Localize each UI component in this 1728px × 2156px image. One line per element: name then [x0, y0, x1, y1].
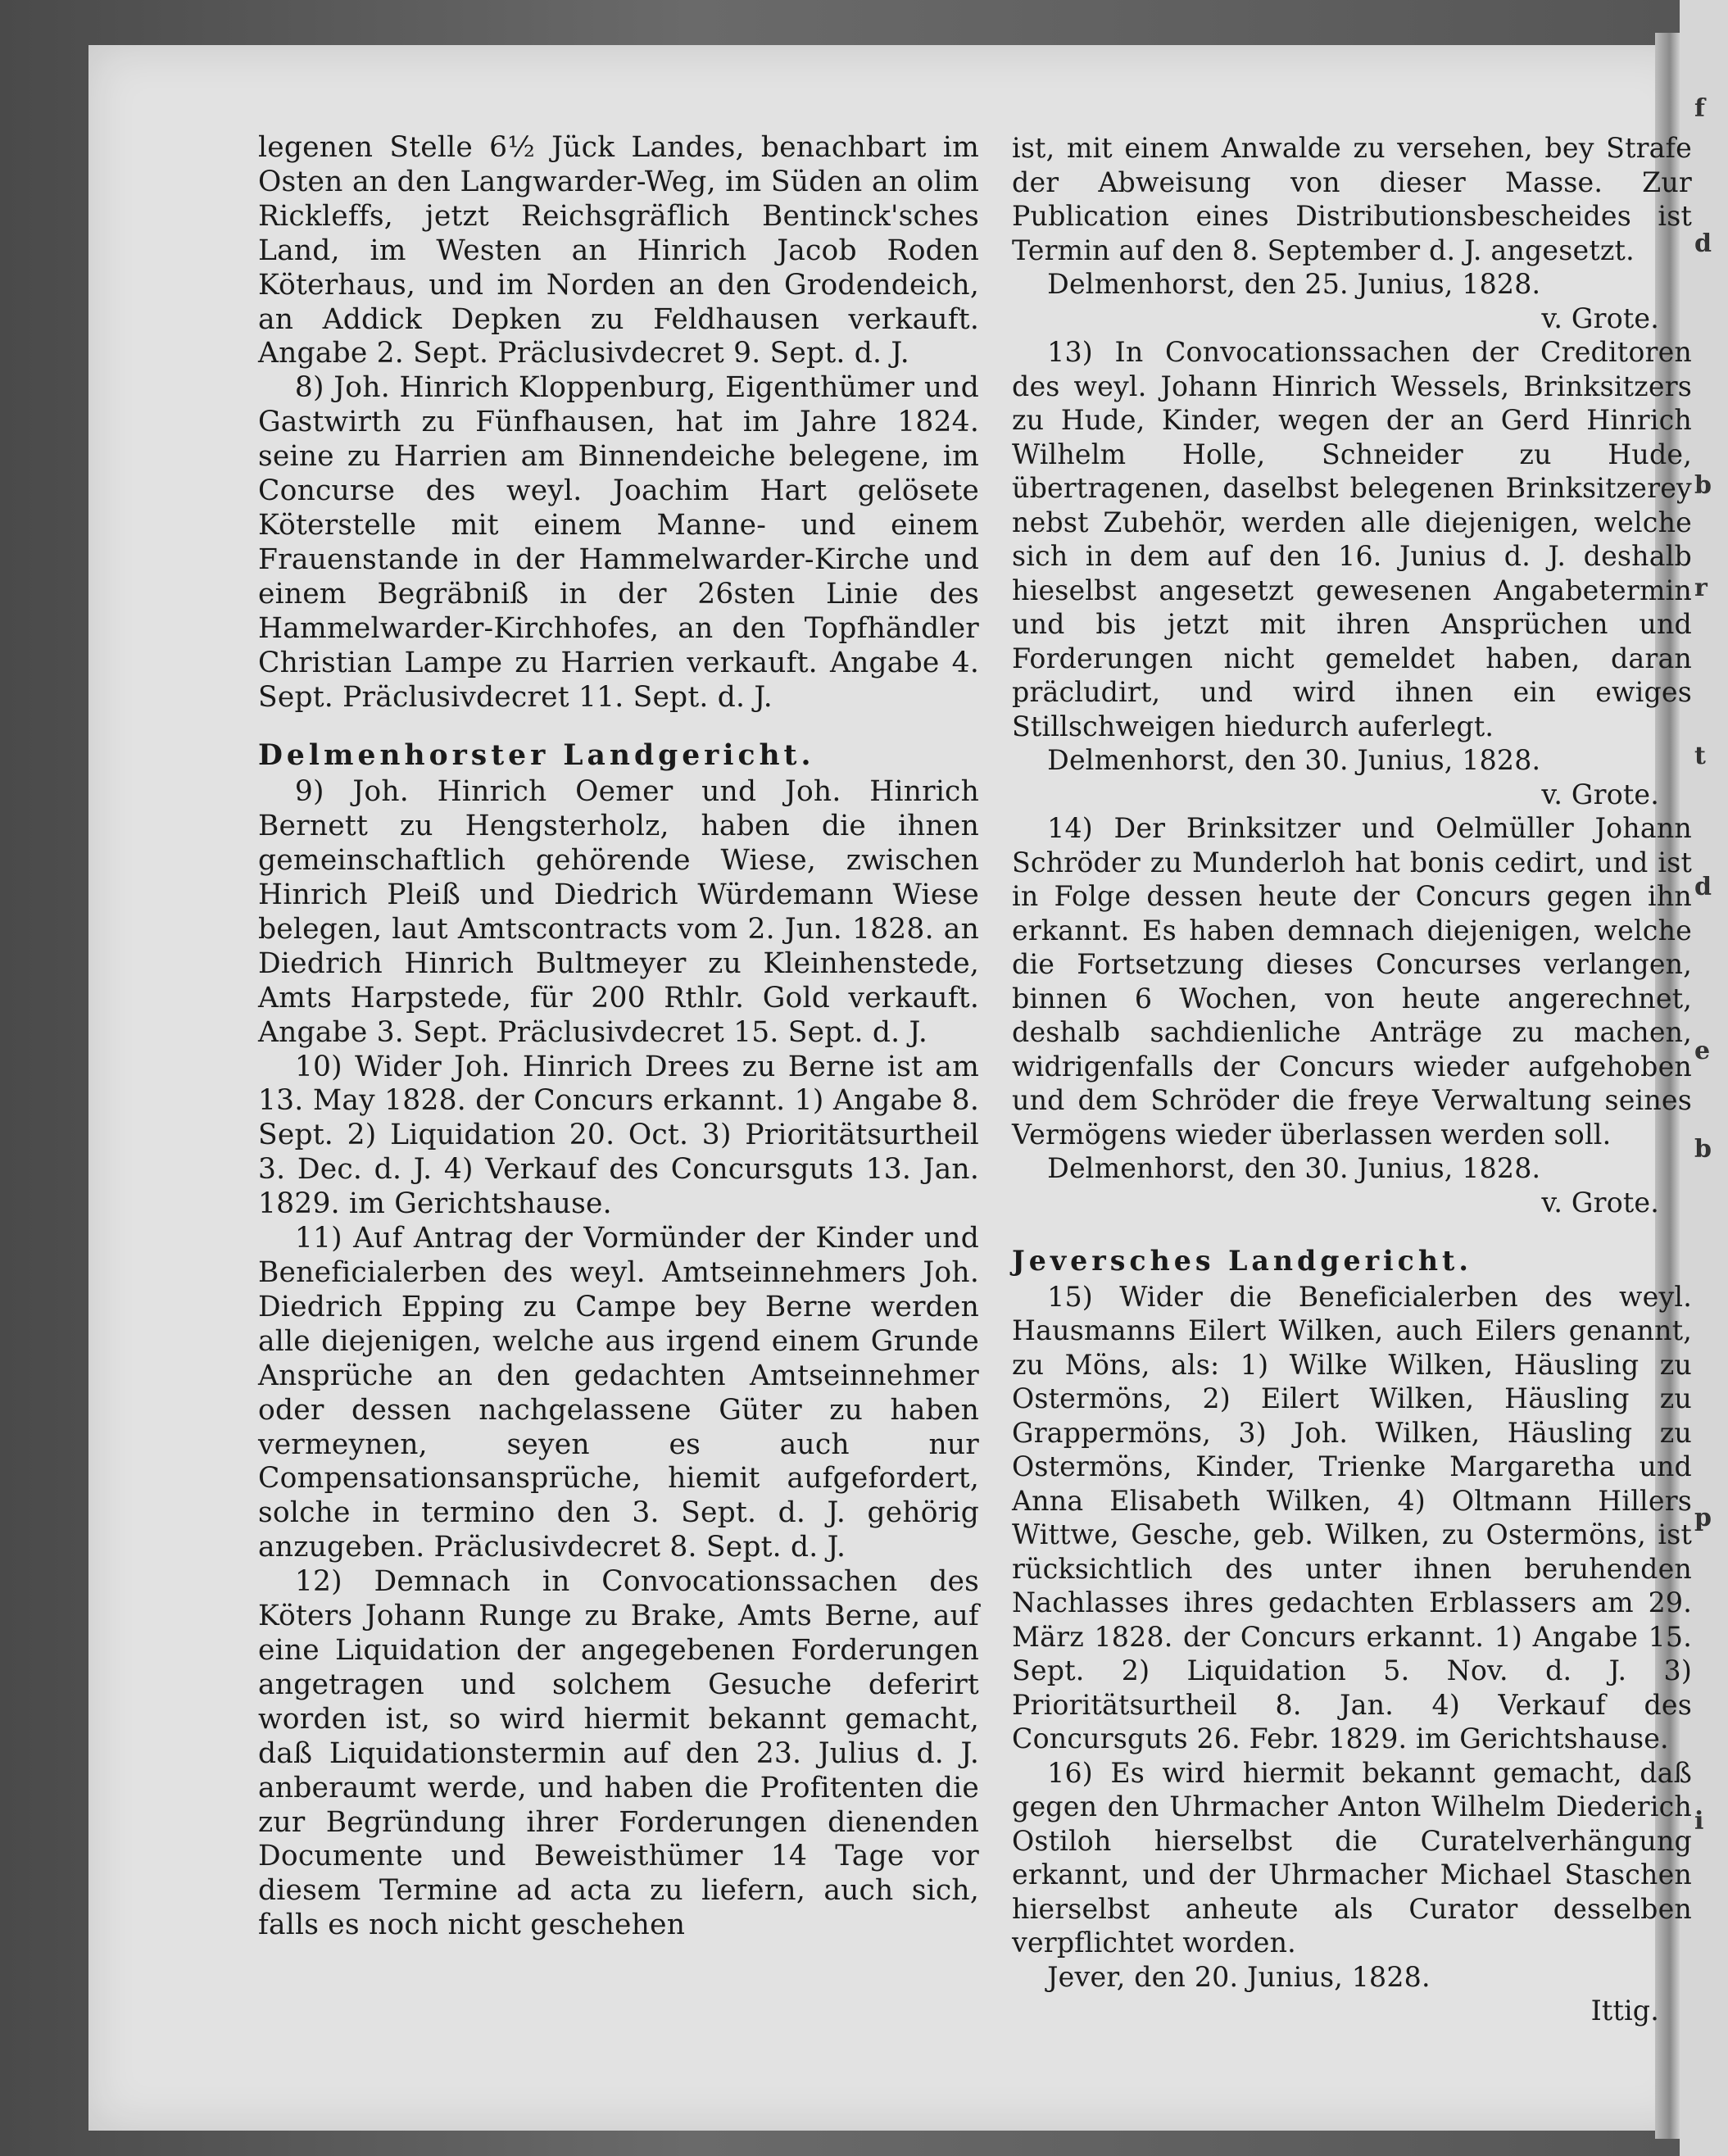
signature: v. Grote. [1541, 1186, 1659, 1219]
place-date-line: Delmenhorst, den 25. Junius, 1828. [1047, 268, 1541, 300]
section-heading-delmenhorst: Delmenhorster Landgericht. [258, 739, 815, 773]
paragraph-8: 8) Joh. Hinrich Kloppenburg, Eigenthümer und Gastwirth zu Fünfhausen, hat im Jahre 1824. seine zu Harrien am Binnendeiche belegene, im Concurse des weyl. Joachim Hart gelösete Köterstelle mit einem Manne- und einem Frauenstande in der Hammelwarder-Kirche und einem Begräbniß in der 26sten Linie des Hammelwarder-Kirchhofes, an den Topfhändler Christian Lampe zu Harrien verkauft. Angabe 4. Sept. Präclusivdecret 11. Sept. d. J. [258, 371, 979, 714]
paragraph-9: 9) Joh. Hinrich Oemer und Joh. Hinrich Bernett zu Hengsterholz, haben die ihnen gemeinschaftlich gehörende Wiese, zwischen Hinrich Pleiß und Diedrich Würdemann Wiese belegen, laut Amtscontracts vom 2. Jun. 1828. an Diedrich Hinrich Bultmeyer zu Kleinhenstede, Amts Harpstede, für 200 Rthlr. Gold verkauft. Angabe 3. Sept. Präclusivdecret 15. Sept. d. J. [258, 775, 979, 1049]
paragraph-continued: legenen Stelle 6½ Jück Landes, benachbart im Osten an den Langwarder-Weg, im Süden an olim Rickleffs, jetzt Reichsgräflich Bentinck'sches Land, im Westen an Hinrich Jacob Roden Köterhaus, und im Norden an den Grodendeich, an Addick Depken zu Feldhausen verkauft. Angabe 2. Sept. Präclusivdecret 9. Sept. d. J. [258, 131, 979, 370]
bleed-glyph: f [1694, 94, 1705, 123]
place-date-line: Jever, den 20. Junius, 1828. [1047, 1960, 1431, 1993]
paragraph-16: 16) Es wird hiermit bekannt gemacht, daß gegen den Uhrmacher Anton Wilhelm Diederich Ostiloh hierselbst die Curatelverhängung erkannt, und der Uhrmacher Michael Staschen hierselbst anheute als Curator desselben verpflichtet worden. [1012, 1756, 1692, 1959]
bleed-glyph: e [1694, 1037, 1711, 1065]
bleed-glyph: t [1694, 742, 1706, 770]
bleed-glyph: i [1694, 1807, 1704, 1836]
bleed-glyph: b [1694, 1135, 1712, 1164]
signature: Ittig. [1590, 1995, 1659, 2027]
paragraph-12-continued: ist, mit einem Anwalde zu versehen, bey Strafe der Abweisung von dieser Masse. Zur Publication eines Distributionsbescheides ist Termin auf den 8. September d. J. angesetzt. [1012, 132, 1692, 266]
signature: v. Grote. [1541, 778, 1659, 810]
paragraph-15: 15) Wider die Beneficialerben des weyl. Hausmanns Eilert Wilken, auch Eilers genannt, zu Möns, als: 1) Wilke Wilken, Häusling zu Ostermöns, 2) Eilert Wilken, Häusling zu Grappermöns, 3) Joh. Wilken, Häusling zu Ostermöns, Kinder, Trienke Margaretha und Anna Elisabeth Wilken, 4) Oltmann Hillers Wittwe, Gesche, geb. Wilken, zu Ostermöns, ist rücksichtlich des unter ihnen beruhenden Nachlasses ihres gedachten Erblassers am 29. März 1828. der Concurs erkannt. 1) Angabe 15. Sept. 2) Liquidation 5. Nov. d. J. 3) Prioritätsurtheil 8. Jan. 4) Verkauf des Concursguts 26. Febr. 1829. im Gerichtshause. [1012, 1280, 1692, 1754]
place-date-line: Delmenhorst, den 30. Junius, 1828. [1047, 744, 1541, 776]
paragraph-10: 10) Wider Joh. Hinrich Drees zu Berne ist am 13. May 1828. der Concurs erkannt. 1) Angabe 8. Sept. 2) Liquidation 20. Oct. 3) Prioritätsurtheil 3. Dec. d. J. 4) Verkauf des Concursguts 13. Jan. 1829. im Gerichtshause. [258, 1050, 979, 1221]
bleed-glyph: r [1694, 574, 1708, 602]
bleed-glyph: p [1694, 1504, 1712, 1532]
paragraph-11: 11) Auf Antrag der Vormünder der Kinder und Beneficialerben des weyl. Amtseinnehmers Joh. Diedrich Epping zu Campe bey Berne werden alle diejenigen, welche aus irgend einem Grunde Ansprüche an den gedachten Amtseinnehmer oder dessen nachgelassene Güter zu haben vermeynen, seyen es auch nur Compensationsansprüche, hiemit aufgefordert, solche in termino den 3. Sept. d. J. gehörig anzugeben. Präclusivdecret 8. Sept. d. J. [258, 1222, 979, 1564]
signature: v. Grote. [1541, 302, 1659, 334]
place-date-line: Delmenhorst, den 30. Junius, 1828. [1047, 1152, 1541, 1184]
bleed-glyph: d [1694, 873, 1712, 901]
right-column [1012, 131, 1692, 2028]
paragraph-12: 12) Demnach in Convocationssachen des Köters Johann Runge zu Brake, Amts Berne, auf eine Liquidation der angegebenen Forderungen angetragen und solchem Gesuche deferirt worden ist, so wird hiermit bekannt gemacht, daß Liquidationstermin auf den 23. Julius d. J. anberaumt werde, und haben die Profitenten die zur Begründung ihrer Forderungen dienenden Documente und Beweisthümer 14 Tage vor diesem Termine ad acta zu liefern, auch sich, falls es noch nicht geschehen [258, 1565, 979, 1942]
paragraph-13: 13) In Convocationssachen der Creditoren des weyl. Johann Hinrich Wessels, Brinksitzers zu Hude, Kinder, wegen der an Gerd Hinrich Wilhelm Holle, Schneider zu Hude, übertragenen, daselbst belegenen Brinksitzerey nebst Zubehör, werden alle diejenigen, welche sich in dem auf den 16. Junius d. J. deshalb hieselbst angesetzt gewesenen Angabetermin und bis jetzt mit ihren Ansprüchen und Forderungen nicht gemeldet haben, daran präcludirt, und wird ihnen ein ewiges Stillschweigen hiedurch auferlegt. [1012, 336, 1692, 742]
section-heading-jever: Jeversches Landgericht. [1012, 1245, 1472, 1277]
paragraph-14: 14) Der Brinksitzer und Oelmüller Johann Schröder zu Munderloh hat bonis cedirt, und ist in Folge dessen heute der Concurs gegen ihn erkannt. Es haben demnach diejenigen, welche die Fortsetzung dieses Concurses verlangen, binnen 6 Wochen, von heute angerechnet, deshalb sachdienliche Anträge zu machen, widrigenfalls der Concurs wieder aufgehoben und dem Schröder die freye Verwaltung seines Vermögens wieder überlassen werden soll. [1012, 812, 1692, 1151]
bleed-glyph: b [1694, 471, 1712, 500]
left-column [258, 131, 979, 1943]
bleed-glyph: d [1694, 229, 1712, 258]
